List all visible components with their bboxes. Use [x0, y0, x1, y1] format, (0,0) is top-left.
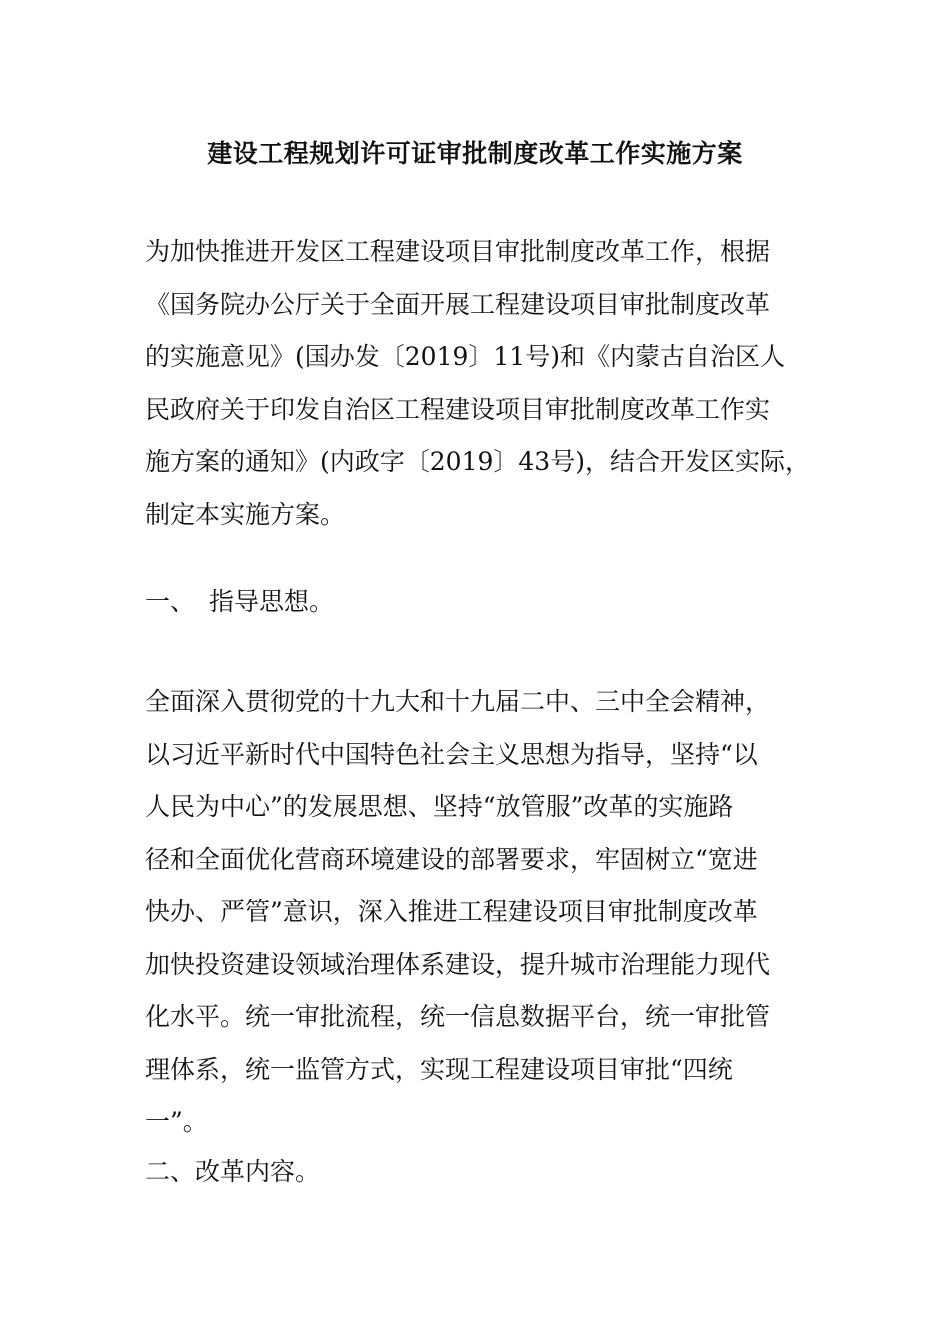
section-1-heading: [145, 576, 334, 629]
section-1-paragraph: [145, 676, 825, 1149]
intro-line: 制定本实施方案。: [145, 499, 346, 529]
section-1-number: 一、: [145, 587, 196, 616]
section-1-line: 加快投资建设领域治理体系建设，提升城市治理能力现代: [145, 949, 771, 979]
intro-line: 施方案的通知》(内政字〔2019〕43号)，结合开发区实际，: [145, 447, 810, 476]
document-title: 建设工程规划许可证审批制度改革工作实施方案: [207, 139, 743, 168]
section-1-line: 全面深入贯彻党的十九大和十九届二中、三中全会精神，: [145, 687, 771, 716]
section-1-line: 径和全面优化营商环境建设的部署要求，牢固树立“宽进: [145, 844, 758, 874]
intro-paragraph: [145, 226, 825, 541]
section-1-line: 一”。: [145, 1107, 208, 1136]
intro-line: 的实施意见》(国办发〔2019〕11号)和《内蒙古自治区人: [145, 342, 785, 371]
intro-line: 《国务院办公厅关于全面开展工程建设项目审批制度改革: [145, 289, 771, 319]
section-1-line: 人民为中心”的发展思想、坚持“放管服”改革的实施路: [145, 792, 734, 821]
section-1-line: 化水平。统一审批流程，统一信息数据平台，统一审批管: [145, 1002, 771, 1031]
section-1-line: 理体系，统一监管方式，实现工程建设项目审批“四统: [145, 1054, 733, 1084]
section-1-line: 快办、严管”意识，深入推进工程建设项目审批制度改革: [145, 897, 758, 926]
intro-line: 民政府关于印发自治区工程建设项目审批制度改革工作实: [145, 394, 771, 424]
intro-line: 为加快推进开发区工程建设项目审批制度改革工作，根据: [145, 237, 771, 266]
section-1-line: 以习近平新时代中国特色社会主义思想为指导，坚持“以: [145, 739, 758, 769]
section-2-heading: 二、改革内容。: [145, 1157, 321, 1186]
section-1-title: 指导思想。: [209, 587, 335, 616]
